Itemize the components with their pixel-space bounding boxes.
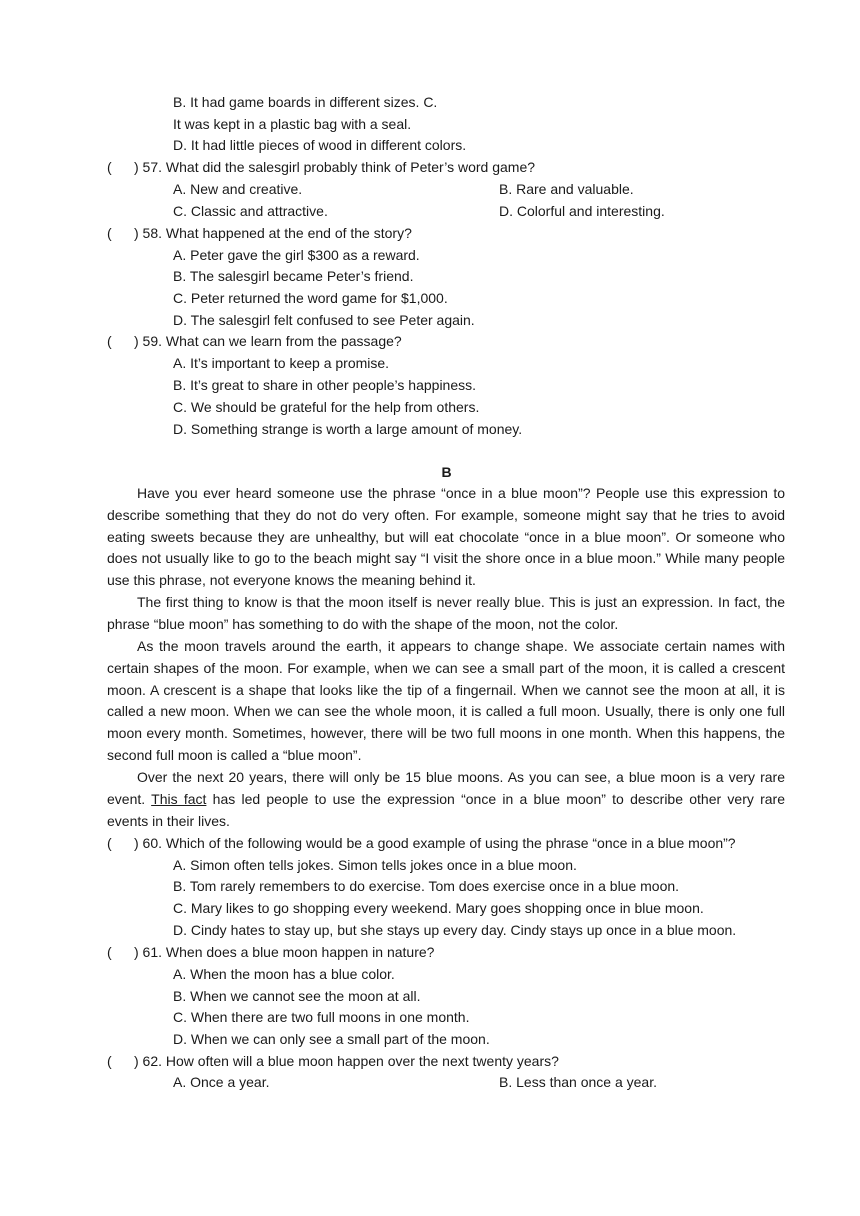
q61-answer-paren: ( [107, 944, 112, 960]
q62-answer-paren: ( [107, 1053, 112, 1069]
passage-b-paragraph-4 [107, 767, 785, 832]
q61-option-b: B. When we cannot see the moon at all. [173, 988, 421, 1004]
q58-option-d: D. The salesgirl felt confused to see Peter again. [173, 312, 475, 328]
q62-option-b: B. Less than once a year. [499, 1074, 657, 1090]
q56-option-c: It was kept in a plastic bag with a seal. [173, 116, 412, 132]
q58-option-c: C. Peter returned the word game for $1,000. [173, 290, 448, 306]
q59-option-d: D. Something strange is worth a large amount of money. [173, 421, 523, 437]
q59-option-c: C. We should be grateful for the help from others. [173, 399, 480, 415]
q60-answer-paren: ( [107, 835, 112, 851]
q58-stem: ) 58. What happened at the end of the story? [134, 225, 412, 241]
paragraph-4-start: Over the next 20 years, there will only be 15 blue moons. As you can see, a blue moon is a very rare event. [107, 769, 785, 807]
q61-option-a: A. When the moon has a blue color. [173, 966, 395, 982]
q57-answer-paren: ( [107, 159, 112, 175]
q62-option-a: A. Once a year. [173, 1074, 270, 1090]
q59-option-a: A. It’s important to keep a promise. [173, 355, 390, 371]
passage-b-paragraph-3 [107, 636, 785, 767]
q57-option-a: A. New and creative. [173, 181, 303, 197]
q59-answer-paren: ( [107, 333, 112, 349]
q58-answer-paren: ( [107, 225, 112, 241]
q61-option-c: C. When there are two full moons in one month. [173, 1009, 470, 1025]
q60-option-a: A. Simon often tells jokes. Simon tells jokes once in a blue moon. [173, 857, 577, 873]
q57-option-d: D. Colorful and interesting. [499, 203, 665, 219]
passage-b-paragraph-1: Have you ever heard someone use the phrase “once in a blue moon”? People use this expression to describe something that they do not do very often. For example, someone might say that he tries to avoid eating sweets because they are unhealthy, but will eat chocolate “once in a blue moon”. Or someone who does not usually like to go to the beach might say “I visit the shore once in a blue moon.” While many people use this phrase, not everyone knows the meaning behind it. [107, 485, 785, 589]
q59-option-b: B. It’s great to share in other people’s happiness. [173, 377, 477, 393]
q56-option-b: B. It had game boards in different sizes. C. [173, 94, 438, 110]
q59-stem: ) 59. What can we learn from the passage? [134, 333, 402, 349]
q62-stem: ) 62. How often will a blue moon happen over the next twenty years? [134, 1053, 559, 1069]
q61-option-d: D. When we can only see a small part of the moon. [173, 1031, 490, 1047]
section-b-heading: B [441, 464, 452, 480]
q57-option-c: C. Classic and attractive. [173, 203, 328, 219]
q60-option-b: B. Tom rarely remembers to do exercise. Tom does exercise once in a blue moon. [173, 878, 680, 894]
paragraph-3-text: As the moon travels around the earth, it appears to change shape. We associate certain names with certain shapes of the moon. For example, when we can see a small part of the moon, it is called a crescent moon. A crescent is a shape that looks like the tip of a fingernail. When we cannot see the moon at all, it is called a new moon. When we can see the whole moon, it is called a full moon. Usually, there is only one full moon every month. Sometimes, however, there will be two full moons in one month. When this happens, the second full moon is called a “blue moon”. [107, 638, 785, 763]
q58-option-a: A. Peter gave the girl $300 as a reward. [173, 247, 420, 263]
passage-b-paragraph-2: The first thing to know is that the moon itself is never really blue. This is just an expression. In fact, the phrase “blue moon” has something to do with the shape of the moon, not the color. [107, 594, 785, 632]
q58-option-b: B. The salesgirl became Peter’s friend. [173, 268, 414, 284]
q60-option-c: C. Mary likes to go shopping every weekend. Mary goes shopping once in blue moon. [173, 900, 704, 916]
q56-option-d: D. It had little pieces of wood in different colors. [173, 137, 467, 153]
q60-option-d: D. Cindy hates to stay up, but she stays up every day. Cindy stays up once in a blue moon. [173, 922, 737, 938]
underlined-phrase-this-fact: This fact [151, 790, 207, 807]
paragraph-4-end: has led people to use the expression “once in a blue moon” to describe other very rare events in their lives. [107, 790, 785, 829]
q57-stem: ) 57. What did the salesgirl probably think of Peter’s word game? [134, 159, 536, 175]
q60-stem: ) 60. Which of the following would be a good example of using the phrase “once in a blue moon”? [134, 835, 736, 851]
q61-stem: ) 61. When does a blue moon happen in nature? [134, 944, 435, 960]
q57-option-b: B. Rare and valuable. [499, 181, 634, 197]
